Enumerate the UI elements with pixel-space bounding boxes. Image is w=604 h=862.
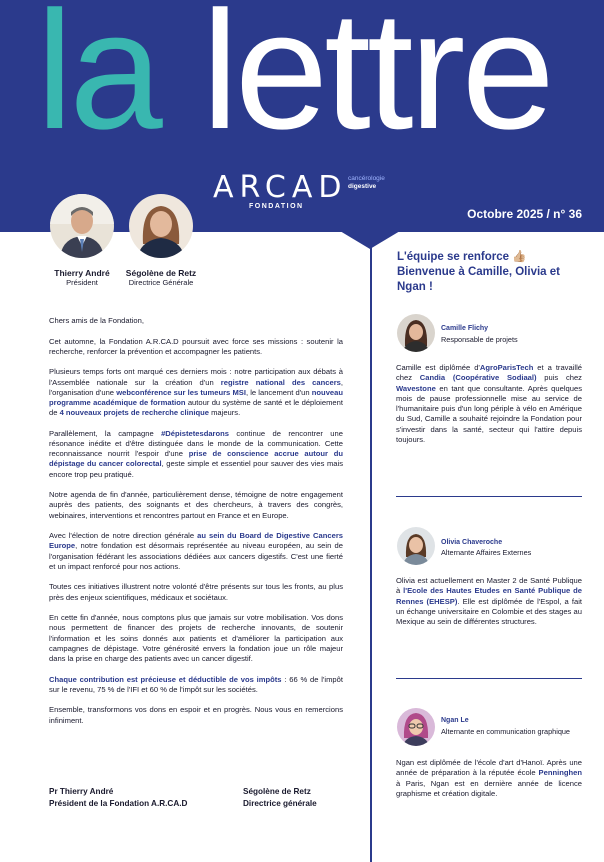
text: puis chez <box>536 373 582 383</box>
text: Camille est diplômée d' <box>396 363 480 372</box>
title-la: la <box>36 0 159 164</box>
text: , geste simple et essentiel pour sauver des vies mais encore trop peu pratiqué. <box>49 459 343 479</box>
text: continue de rencontrer une résonance inédite et d'être distinguée dans le monde de la communication. Cette reconnaissance nourrit l'espoir d'une <box>49 428 343 459</box>
highlight-board: au sein du Board de Digestive Cancers Europe <box>49 531 344 551</box>
text: Olivia est actuellement en Master 2 de Santé Publique à <box>396 576 582 596</box>
letter-paragraph-4: Notre agenda de fin d'année, particulièrement dense, témoigne de notre engagement auprès des patients, des soignants et des chercheurs, à travers des congrès, webinaires, interventions et rencontres partout en France et en Europe. <box>49 490 343 520</box>
person-role-segolene: Directrice Générale <box>128 278 194 287</box>
signature-name: Ségolène de Retz <box>243 787 311 796</box>
member-role-camille: Responsable de projets <box>441 335 518 344</box>
signature-segolene <box>243 786 317 810</box>
highlight: Penninghen <box>538 768 582 778</box>
highlight-webconference: webconférence sur les tumeurs MSI <box>116 387 246 397</box>
text: en tant que consultante. Après quelques mois de pause professionnelle mise au service de l'humanitaire puis d'un long périple à vélo en Amérique du Sud, Camille a souhaité rejoindre la Fondation pour s'investir dans la santé, secteur qui l'attire depuis toujours. <box>396 383 582 445</box>
highlight-registry: registre national des cancers <box>220 377 341 387</box>
letter-paragraph-3 <box>49 429 343 480</box>
issue-date: Octobre 2025 / n° 36 <box>467 207 582 221</box>
letter-paragraph-5 <box>49 531 343 572</box>
letter-paragraph-9: Ensemble, transformons vos dons en espoir et en progrès. Nous vous en remercions infiniment. <box>49 705 343 725</box>
text: , le lancement d'un <box>245 387 312 397</box>
photo-camille-image <box>397 314 435 352</box>
highlight-program: nouveau programme académique de formation <box>49 387 344 407</box>
separator <box>396 496 582 497</box>
logo-sub: FONDATION <box>249 203 304 210</box>
highlight-screening: prise de conscience accrue autour du dépistage du cancer colorectal <box>49 449 343 469</box>
portrait-segolene-de-retz <box>129 194 193 258</box>
member-name-ngan: Ngan Le <box>441 717 469 724</box>
person-name-thierry: Thierry André <box>54 268 110 278</box>
separator <box>396 678 582 679</box>
portrait-segolene-image <box>129 194 193 258</box>
highlight: Wavestone <box>396 383 436 393</box>
text: : 66 % de l'impôt sur le revenu, 75 % de l'IFI et 60 % de l'impôt sur les sociétés. <box>49 674 343 694</box>
title-lettre: lettre <box>201 0 551 164</box>
text: Ngan est diplômée de l'école d'art d'Hanoï. Après une année de préparation à la réputée école <box>396 758 582 778</box>
text: majeurs. <box>208 408 241 418</box>
logo-tagline <box>348 175 385 191</box>
logo-word: ARCAD <box>213 170 348 205</box>
member-name-camille: Camille Flichy <box>441 325 489 332</box>
team-title-line-2: Bienvenue à Camille, Olivia et Ngan ! <box>397 266 560 293</box>
text: autour du système de santé et le déploiement de <box>49 398 343 418</box>
letter-greeting: Chers amis de la Fondation, <box>49 316 144 325</box>
member-name-olivia: Olivia Chaveroche <box>441 539 503 546</box>
highlight: AgroParisTech <box>479 363 534 372</box>
text: Avec l'élection de notre direction générale <box>49 531 198 541</box>
text: Parallèlement, la campagne <box>49 428 162 438</box>
highlight-projects: 4 nouveaux projets de recherche clinique <box>59 408 209 418</box>
member-bio-ngan <box>396 758 582 799</box>
photo-olivia <box>397 527 435 565</box>
highlight-contribution: Chaque contribution est précieuse et déductible de vos impôts <box>49 674 282 684</box>
logo-tagline-2: digestive <box>348 183 377 190</box>
photo-ngan <box>397 708 435 746</box>
person-role-thierry: Président <box>66 278 98 287</box>
letter-paragraph-8 <box>49 675 343 695</box>
member-bio-camille <box>396 363 582 445</box>
signature-title: Directrice générale <box>243 799 317 808</box>
highlight: Candia (Coopérative Sodiaal) <box>419 373 537 383</box>
member-role-olivia: Alternante Affaires Externes <box>441 548 532 557</box>
photo-ngan-image <box>397 708 435 746</box>
column-divider <box>370 232 372 862</box>
letter-paragraph-1: Cet automne, la Fondation A.R.CA.D poursuit avec force ses missions : soutenir la recherche, renforcer la prévention et accompagner les patients. <box>49 336 343 356</box>
person-name-segolene: Ségolène de Retz <box>125 268 197 278</box>
newsletter-title <box>36 0 551 164</box>
logo-tagline-1: cancérologie <box>348 175 385 182</box>
photo-olivia-image <box>397 527 435 565</box>
team-section-title <box>397 250 587 295</box>
text: à Paris, Ngan est en dernière année de licence graphisme et création digitale. <box>396 778 582 798</box>
photo-camille <box>397 314 435 352</box>
letter-paragraph-7: En cette fin d'année, nous comptons plus que jamais sur votre mobilisation. Vos dons nous permettent de financer des projets de recherche innovants, de soutenir l'information et les soins donnés aux patients et d'améliorer la participation aux campagnes de dépistage. Votre générosité envers la fondation joue un rôle majeur dans la prise en charge des patients avec un cancer digestif. <box>49 613 343 664</box>
team-title-line-1: L'équipe se renforce 👍🏼 <box>397 251 527 263</box>
text: , l'organisation d'une <box>49 377 343 397</box>
editorial-letter <box>49 316 343 736</box>
text: . Elle est diplômée de l'Espol, a fait un échange universitaire en Colombie et des stages au Mexique au sein de différentes structures. <box>396 596 582 627</box>
text: Plusieurs temps forts ont marqué ces derniers mois : notre participation aux débats à l'Assemblée nationale sur la création d'un <box>49 367 343 387</box>
signature-title: Président de la Fondation A.R.CA.D <box>49 799 188 808</box>
text: et a travaillé chez <box>396 363 582 383</box>
text: , notre fondation est désormais représentée au niveau européen, au sein de l'organisation fédérant les associations dédiées aux cancers digestifs. C'est une fierté et un impact renforcé pour nos actions. <box>49 541 343 571</box>
portrait-thierry-image <box>50 194 114 258</box>
letter-paragraph-2 <box>49 367 343 418</box>
member-role-ngan: Alternante en communication graphique <box>441 727 570 736</box>
signature-name: Pr Thierry André <box>49 787 114 796</box>
letter-paragraph-6: Toutes ces initiatives illustrent notre volonté d'être présents sur tous les fronts, au plus près des enjeux scientifiques, médicaux et sociétaux. <box>49 582 343 602</box>
signature-thierry <box>49 786 187 810</box>
highlight-hashtag: #Dépistetesdarons <box>161 428 230 438</box>
member-bio-olivia <box>396 576 582 627</box>
portrait-thierry-andre <box>50 194 114 258</box>
highlight: l'Ecole des Hautes Etudes en Santé Publique de Rennes (EHESP) <box>396 586 582 606</box>
